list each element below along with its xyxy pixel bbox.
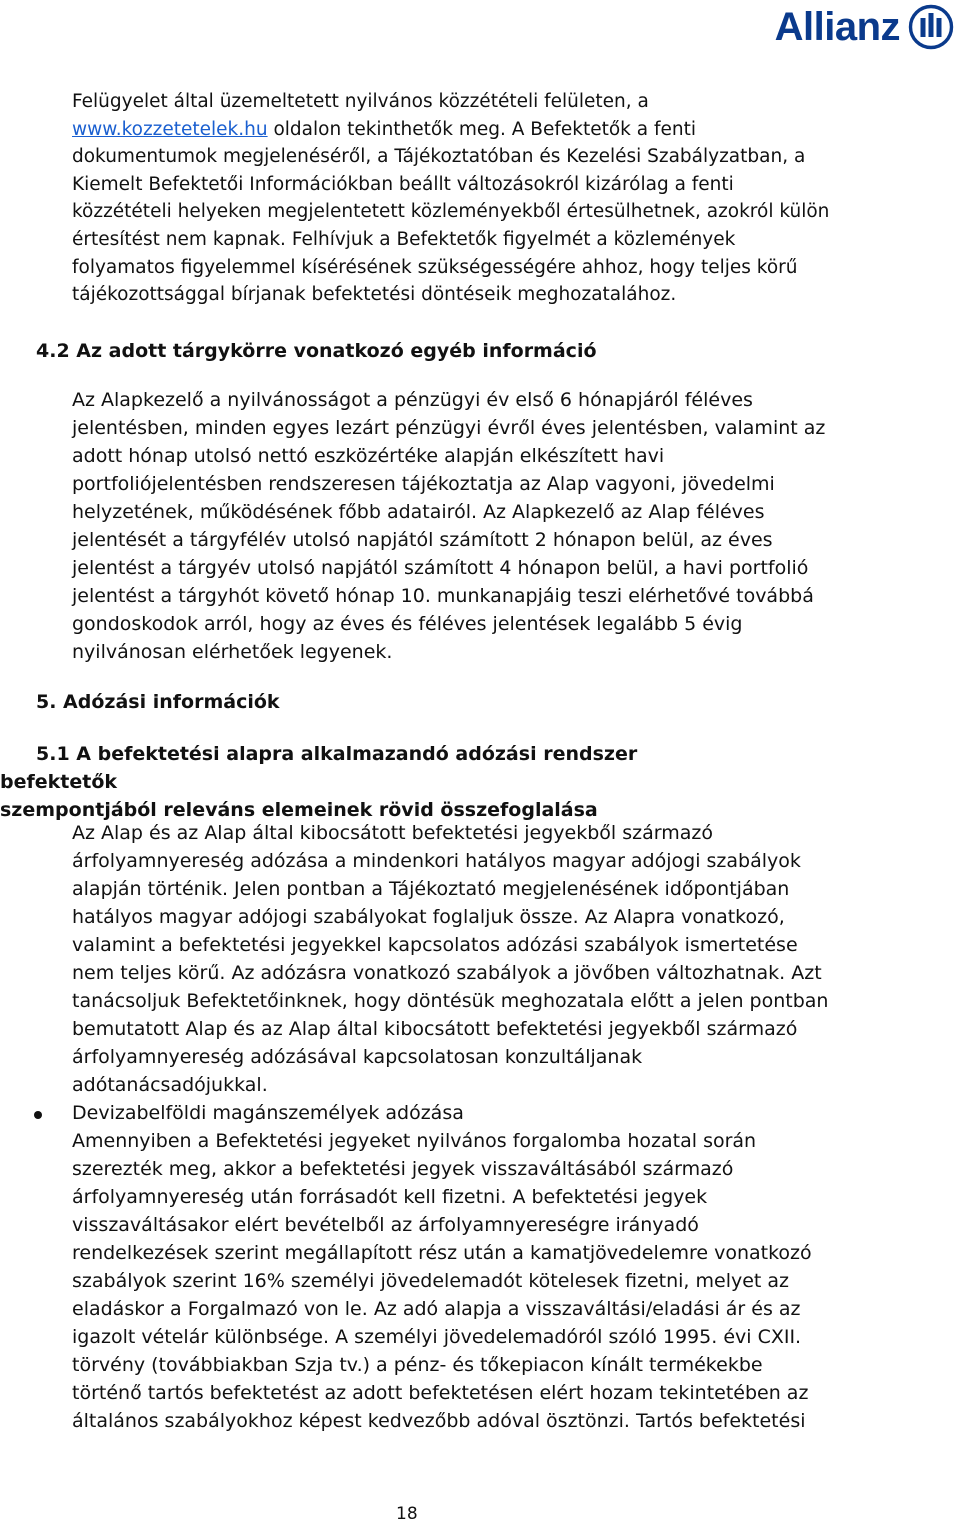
allianz-eagle-icon <box>908 4 954 50</box>
bullet-icon <box>34 1111 42 1119</box>
brand-name: Allianz <box>774 5 900 49</box>
section-4-2-body: Az Alapkezelő a nyilvánosságot a pénzügyi év első 6 hónapjáról féléves jelentésben, minden egyes lezárt pénzügyi évről éves jelentésben, valamint az adott hónap utolsó nettó eszközértéke alapján elkészített havi portfoliójelentésben rendszeresen tájékoztatja az Alap vagyoni, jövedelmi helyzetének, működésének főbb adatairól. Az Alapkezelő az Alap féléves jelentését a tárgyfélév utolsó napjától számított 2 hónapon belül, az éves jelentést a tárgyév utolsó napjától számított 4 hónapon belül, a havi portfolió jelentést a tárgyhót követő hónap 10. munkanapjáig teszi elérhetővé továbbá gondoskodok arról, hogy az éves és féléves jelentések legalább 5 évig nyilvánosan elérhetőek legyenek. <box>72 389 826 663</box>
section-5-1-heading-line-2: szempontjából releváns elemeinek rövid összefoglalása <box>0 799 598 821</box>
bullet-item <box>72 1099 832 1435</box>
allianz-logo <box>775 4 954 50</box>
intro-paragraph <box>72 88 832 309</box>
bullet-item-title: Devizabelföldi magánszemélyek adózása <box>72 1102 464 1124</box>
kozzetetelek-link[interactable]: www.kozzetetelek.hu <box>72 118 268 140</box>
intro-text: oldalon tekinthetők meg. A Befektetők a fenti dokumentumok megjelenéséről, a Tájékoztatóban és Kezelési Szabályzatban, a Kiemelt Befektetői Információkban beállt változásokról kizárólag a fenti közzétételi helyeken megjelentetett közleményekből értesülhetnek, azokról külön értesítést nem kapnak. Felhívjuk a Befektetők figyelmét a közlemények folyamatos figyelemmel kísérésének szükségességére ahhoz, hogy teljes körű tájékozottsággal bírjanak befektetési döntéseik meghozatalához. <box>72 118 830 306</box>
section-5-heading: 5. Adózási információk <box>36 691 280 713</box>
section-5-1-body: Az Alap és az Alap által kibocsátott befektetési jegyekből származó árfolyamnyereség adózása a mindenkori hatályos magyar adójogi szabályok alapján történik. Jelen pontban a Tájékoztató megjelenésének időpontjában hatályos magyar adójogi szabályokat foglaljuk össze. Az Alapra vonatkozó, valamint a befektetési jegyekkel kapcsolatos adózási szabályok ismertetése nem teljes körű. Az adózásra vonatkozó szabályok a jövőben változhatnak. Azt tanácsoljuk Befektetőinknek, hogy döntésük meghozatala előtt a jelen pontban bemutatott Alap és az Alap által kibocsátott befektetési jegyekből származó árfolyamnyereség adózásával kapcsolatosan konzultáljanak adótanácsadójukkal. <box>72 822 829 1096</box>
section-5-1-body-block <box>72 819 832 1099</box>
intro-line-1: Felügyelet által üzemeltetett nyilvános közzétételi felületen, a <box>72 91 649 112</box>
section-4-2-body-block <box>72 386 832 666</box>
section-5-1-heading <box>0 740 760 824</box>
page-number: 18 <box>396 1504 418 1524</box>
section-5-1-heading-line-1: 5.1 A befektetési alapra alkalmazandó adózási rendszer befektetők <box>0 743 638 793</box>
bullet-item-body: Amennyiben a Befektetési jegyeket nyilvános forgalomba hozatal során szerezték meg, akkor a befektetési jegyek visszaváltásából származó árfolyamnyereség után forrásadót kell fizetni. A befektetési jegyek visszaváltásakor elért bevételből az árfolyamnyereségre irányadó rendelkezések szerint megállapított rész után a kamatjövedelemre vonatkozó szabályok szerint 16% személyi jövedelemadót kötelesek fizetni, melyet az eladáskor a Forgalmazó von le. Az adó alapja a visszaváltási/eladási ár és az igazolt vételár különbsége. A személyi jövedelemadóról szóló 1995. évi CXII. törvény (továbbiakban Szja tv.) a pénz- és tőkepiacon kínált termékekbe történő tartós befektetést az adott befektetésen elért hozam tekintetében az általános szabályokhoz képest kedvezőbb adóval ösztönzi. Tartós befektetési <box>72 1130 812 1432</box>
section-4-2-heading: 4.2 Az adott tárgykörre vonatkozó egyéb információ <box>36 340 597 362</box>
